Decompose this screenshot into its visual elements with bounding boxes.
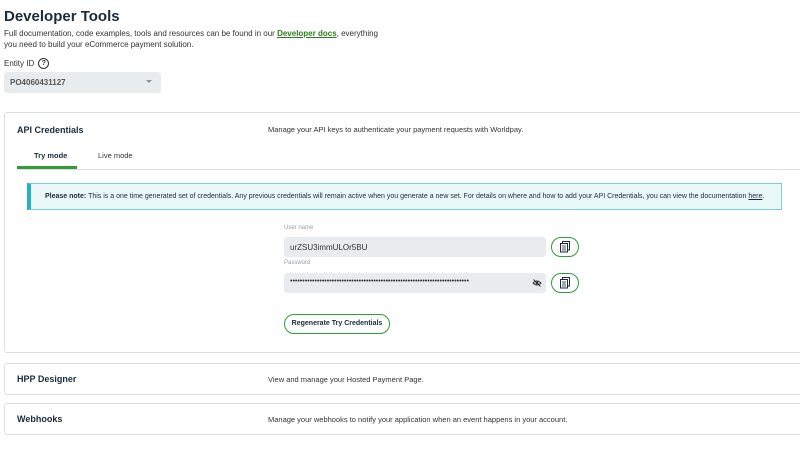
regenerate-credentials-button[interactable]: Regenerate Try Credentials: [284, 314, 390, 334]
username-label: User name: [284, 225, 314, 231]
webhooks-description: Manage your webhooks to notify your application when an event happens in your account.: [268, 415, 568, 424]
entity-id-select[interactable]: [4, 72, 161, 93]
documentation-link[interactable]: here: [748, 193, 763, 200]
page-intro: [4, 28, 384, 50]
username-value: urZSU3immULOr5BU: [290, 243, 368, 252]
webhooks-panel[interactable]: [4, 403, 800, 435]
tab-try-mode[interactable]: Try mode: [34, 151, 68, 160]
entity-id-value: PO4060431127: [10, 78, 66, 87]
notice-text-end: .: [762, 193, 765, 200]
notice-text: This is a one time generated set of credentials. Any previous credentials will remain active when you generate a new set. For details on where and how to add your API Credentials, you can view the documentation: [86, 193, 749, 200]
username-field[interactable]: [284, 237, 546, 257]
copy-username-button[interactable]: [551, 237, 579, 257]
copy-password-button[interactable]: [551, 273, 579, 293]
password-field[interactable]: [284, 273, 546, 293]
mode-tabs: [17, 143, 800, 170]
notice-label: Please note:: [45, 193, 87, 200]
eye-off-icon[interactable]: [532, 278, 542, 288]
password-label: Password: [284, 260, 311, 266]
tab-live-mode[interactable]: Live mode: [98, 151, 133, 160]
intro-text: Full documentation, code examples, tools and resources can be found in our: [4, 29, 278, 38]
password-value: •••••••••••••••••••••••••••••••••••••••••••••••••••••••••••••••••••••••••: [290, 278, 469, 285]
active-tab-indicator: [17, 166, 77, 169]
api-credentials-description: Manage your API keys to authenticate your payment requests with Worldpay.: [268, 125, 524, 134]
entity-id-label-row: [4, 58, 49, 69]
hpp-designer-title: HPP Designer: [17, 374, 77, 384]
copy-icon: [560, 277, 570, 289]
copy-icon: [560, 241, 570, 253]
notice-banner: [27, 183, 782, 210]
api-credentials-panel: [4, 112, 800, 353]
intro-text-end: , everything you need to build your eCommerce payment solution.: [4, 29, 378, 49]
chevron-down-icon: [146, 80, 152, 83]
developer-docs-link[interactable]: Developer docs: [277, 29, 337, 38]
api-credentials-title: API Credentials: [17, 125, 84, 135]
hpp-designer-description: View and manage your Hosted Payment Page.: [268, 375, 424, 384]
help-icon[interactable]: ?: [38, 58, 49, 69]
entity-id-label: Entity ID: [4, 59, 35, 68]
hpp-designer-panel[interactable]: [4, 363, 800, 395]
webhooks-title: Webhooks: [17, 414, 63, 424]
page-title: Developer Tools: [4, 8, 120, 25]
